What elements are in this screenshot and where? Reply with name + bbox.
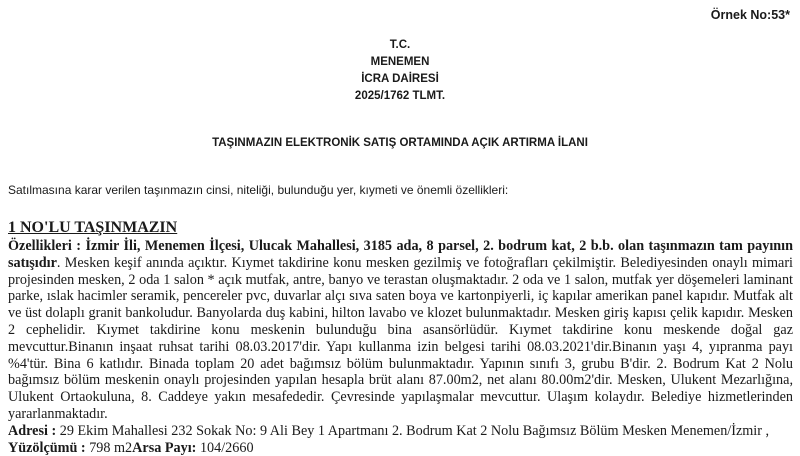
address-label: Adresi : <box>8 422 57 439</box>
area-label: Yüzölçümü : <box>8 439 86 456</box>
property-details <box>8 238 793 456</box>
land-share-label: Arsa Payı: <box>132 439 197 456</box>
header-country: T.C. <box>389 39 411 51</box>
court-header <box>0 37 800 105</box>
features-label: Özellikleri : <box>8 238 81 254</box>
features-description: . Mesken keşif anında açıktır. Kıymet takdirine konu mesken gezilmiş ve fotoğrafları çekilmiştir. Belediyesinden onaylı mimari projesinden mesken, 2 oda 1 salon * açık mutfak, antre, banyo ve terastan oluşmaktadır. 2 oda ve 1 salon, mutfak yer döşemeleri laminant parke, ıslak hacimler seramik, pencereler pvc, duvarlar alçı sıva saten boya ve kartonpiyerli, iç kapılar amerikan panel kapıdır. Mutfak alt ve üst dolaplı granit bankoludur. Banyolarda duş kabini, hilton lavabo ve klozet bulunmaktadır. Mesken giriş kapısı çelik kapıdır. Mesken 2 cephelidir. Kıymet takdirine konu meskenin bulunduğu bina asansörlüdür. Kıymet takdirine konu meskende doğal gaz mevcuttur.Binanın inşaat ruhsat tarihi 08.03.2017'dir. Yapı kullanma izin belgesi tarihi 08.03.2021'dir.Binanın yaşı 4, yıpranma payı %4'tür. Bina 6 katlıdır. Binada toplam 20 adet bağımsız bölüm bulunmaktadır. Yapının sınıfı 3, grubu B'dir. 2. Bodrum Kat 2 Nolu bağımsız bölüm meskenin onaylı projesinden yapılan hesapla brüt alanı 87.00m2, net alanı 80.00m2'dir. Mesken, Ulukent Mezarlığına, Ulukent Ortaokuluna, 8. Caddeye yakın mesafededir. Çevresinde yapılaşmalar mevcuttur. Ulaşım kolaydır. Belediye hizmetlerinden yararlanmaktadır. <box>8 254 793 422</box>
features-summary: İzmir İli, Menemen İlçesi, Ulucak Mahallesi, 3185 ada, 8 parsel, 2. bodrum kat, 2 b.b. olan taşınmazın tam payının satışıdır <box>8 238 794 271</box>
property-area <box>8 440 793 456</box>
header-district: MENEMEN <box>370 56 430 68</box>
property-features <box>8 238 793 423</box>
address-value: 29 Ekim Mahallesi 232 Sokak No: 9 Ali Bey 1 Apartmanı 2. Bodrum Kat 2 Nolu Bağımsız Bölüm Mesken Menemen/İzmir , <box>56 422 770 439</box>
intro-text: Satılmasına karar verilen taşınmazın cinsi, niteliği, bulunduğu yer, kıymeti ve önemli özellikleri: <box>8 183 509 197</box>
property-address <box>8 423 793 440</box>
land-share-value: 104/2660 <box>196 439 254 456</box>
property-heading: 1 NO'LU TAŞINMAZIN <box>8 219 178 236</box>
sample-number: Örnek No:53* <box>710 8 790 22</box>
notice-title: TAŞINMAZIN ELEKTRONİK SATIŞ ORTAMINDA AÇIK ARTIRMA İLANI <box>212 137 588 149</box>
header-office: İCRA DAİRESİ <box>361 73 439 85</box>
header-file-number: 2025/1762 TLMT. <box>354 90 446 102</box>
area-value: 798 m2 <box>85 439 133 456</box>
